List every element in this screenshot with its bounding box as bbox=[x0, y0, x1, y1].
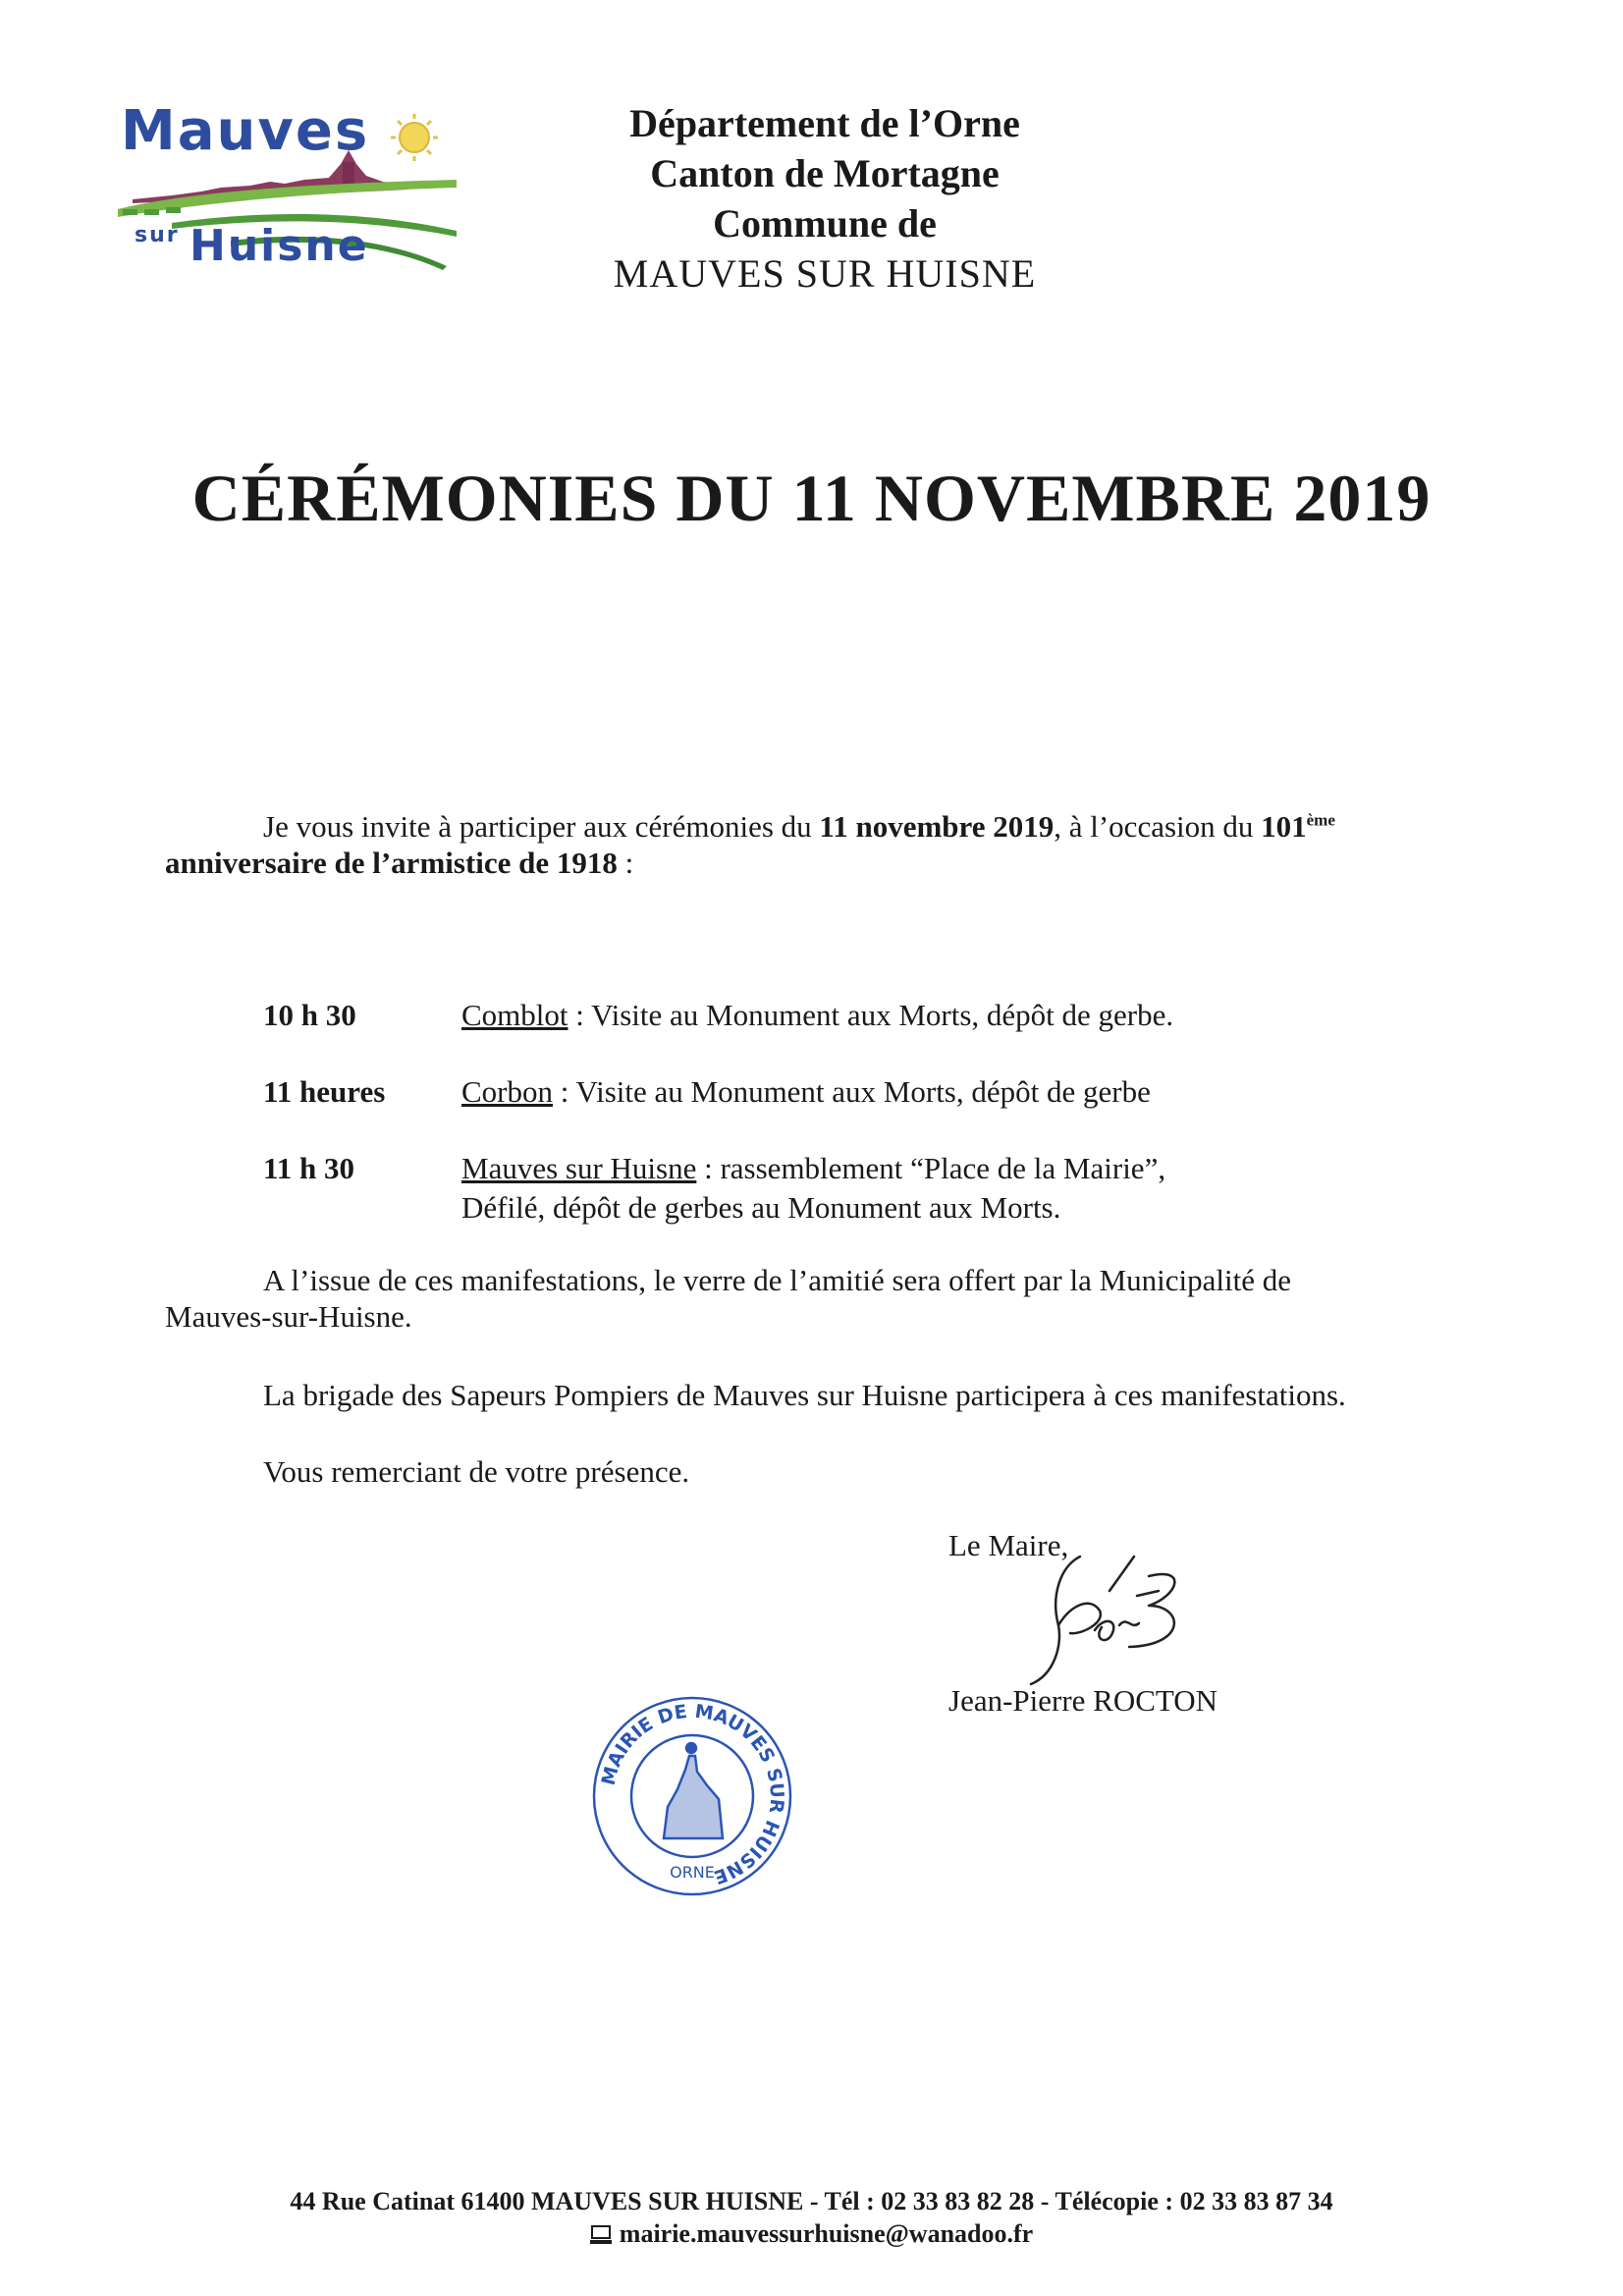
stamp-ring-text: MAIRIE DE MAUVES SUR HUISNE bbox=[597, 1700, 788, 1888]
schedule-place: Comblot bbox=[461, 998, 568, 1032]
intro-ordinal-suffix: ème bbox=[1306, 810, 1335, 830]
reception-paragraph bbox=[165, 1262, 1432, 1335]
commune-line: Commune de bbox=[713, 201, 937, 246]
intro-colon: : bbox=[617, 846, 634, 880]
official-stamp bbox=[587, 1691, 797, 1901]
footer bbox=[0, 2185, 1623, 2250]
schedule-text: : rassemblement “Place de la Mairie”, bbox=[696, 1151, 1166, 1185]
intro-text: Je vous invite à participer aux cérémonies du bbox=[263, 809, 820, 844]
thanks-paragraph: Vous remerciant de votre présence. bbox=[263, 1454, 690, 1489]
footer-email[interactable]: mairie.mauvessurhuisne@wanadoo.fr bbox=[619, 2219, 1034, 2248]
handwritten-signature bbox=[1011, 1537, 1208, 1704]
departement-line: Département de l’Orne bbox=[629, 101, 1020, 145]
schedule-place: Corbon bbox=[461, 1074, 553, 1109]
logo-text-sur: sur bbox=[135, 223, 180, 247]
intro-text-2: , à l’occasion du bbox=[1054, 809, 1262, 844]
schedule-place: Mauves sur Huisne bbox=[461, 1151, 697, 1185]
commune-name-line: MAUVES SUR HUISNE bbox=[613, 251, 1037, 296]
intro-ordinal: 101 bbox=[1261, 809, 1307, 844]
signatory-name: Jean-Pierre ROCTON bbox=[948, 1683, 1218, 1718]
intro-anniversary: anniversaire de l’armistice de 1918 bbox=[165, 846, 618, 880]
reception-line-1: A l’issue de ces manifestations, le verre de l’amitié sera offert par la Municipalité de bbox=[263, 1263, 1292, 1297]
logo-text-mauves: Mauves bbox=[121, 99, 370, 163]
stamp-bottom-text: ORNE bbox=[670, 1863, 715, 1882]
schedule-time: 11 h 30 bbox=[263, 1151, 355, 1185]
logo-text-huisne: Huisne bbox=[189, 221, 369, 271]
commune-logo bbox=[113, 93, 466, 280]
computer-icon bbox=[590, 2225, 612, 2245]
signatory-role: Le Maire, bbox=[948, 1528, 1069, 1562]
brigade-paragraph: La brigade des Sapeurs Pompiers de Mauves sur Huisne participera à ces manifestations. bbox=[263, 1378, 1346, 1412]
reception-line-2: Mauves-sur-Huisne. bbox=[165, 1299, 412, 1334]
intro-paragraph bbox=[165, 808, 1432, 881]
schedule-time: 11 heures bbox=[263, 1074, 386, 1109]
letterhead bbox=[550, 98, 1100, 299]
schedule-text: : Visite au Monument aux Morts, dépôt de gerbe. bbox=[568, 998, 1174, 1032]
intro-date: 11 novembre 2019 bbox=[819, 809, 1055, 844]
schedule-text-continued: Défilé, dépôt de gerbes au Monument aux Morts. bbox=[461, 1190, 1061, 1225]
footer-address: 44 Rue Catinat 61400 MAUVES SUR HUISNE - Tél : 02 33 83 82 28 - Télécopie : 02 33 83 87 34 bbox=[290, 2187, 1333, 2215]
schedule-text: : Visite au Monument aux Morts, dépôt de gerbe bbox=[553, 1074, 1151, 1109]
canton-line: Canton de Mortagne bbox=[650, 151, 1000, 195]
schedule-time: 10 h 30 bbox=[263, 998, 356, 1032]
document-title: CÉRÉMONIES DU 11 NOVEMBRE 2019 bbox=[191, 461, 1432, 535]
